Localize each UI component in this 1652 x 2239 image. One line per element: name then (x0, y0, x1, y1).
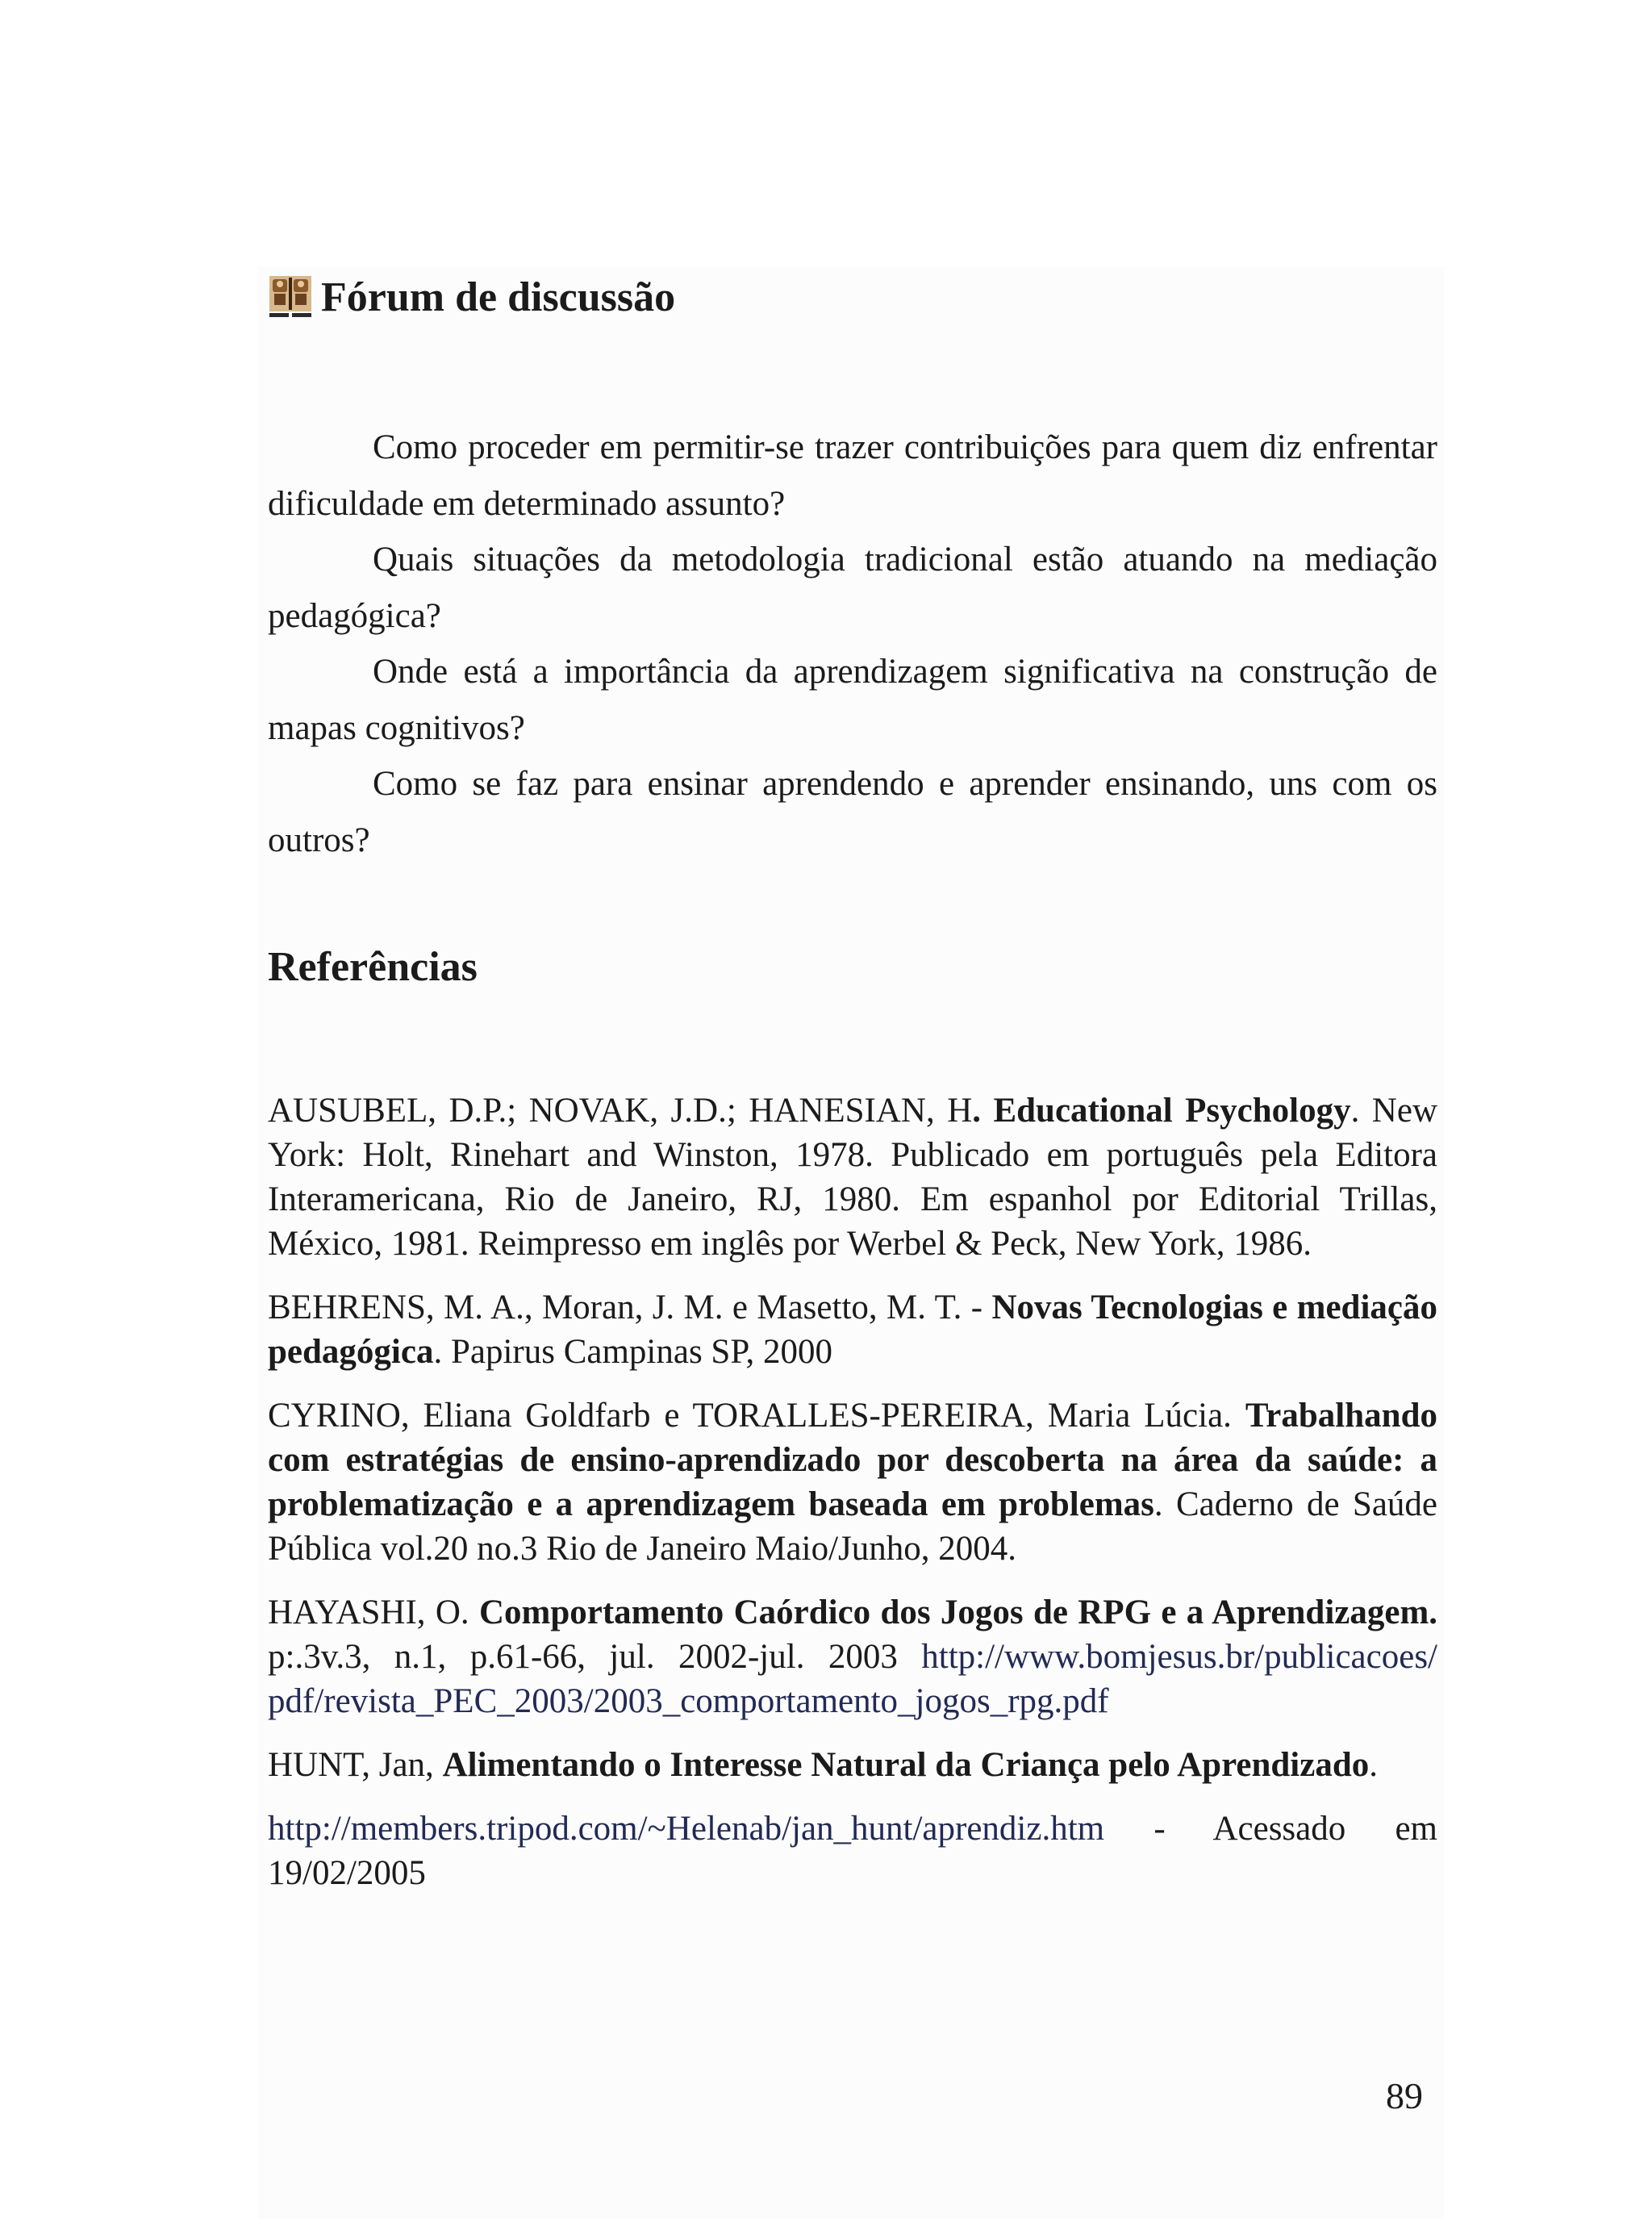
reference-title: Comportamento Caórdico dos Jogos de RPG e a Aprendizagem. (478, 1594, 1438, 1631)
forum-discussion-icon (268, 273, 313, 323)
forum-questions (268, 420, 1437, 868)
reference-title: Trabalhando com estratégias de ensino-aprendizado por descoberta na área da saúde: a problematização e a aprendizagem baseada em problemas (268, 1397, 1437, 1523)
reference-item (268, 1743, 1437, 1787)
forum-question: Como proceder em permitir-se trazer contribuições para quem diz enfrentar dificuldade em determinado assunto? (268, 428, 1437, 523)
reference-text: BEHRENS, M. A., Moran, J. M. e Masetto, M. T. - (268, 1289, 992, 1326)
forum-heading (268, 273, 675, 323)
reference-item (268, 1393, 1437, 1571)
reference-text: . Papirus Campinas SP, 2000 (433, 1333, 832, 1371)
reference-text: HAYASHI, O. (268, 1594, 479, 1631)
forum-title: Fórum de discussão (321, 274, 676, 320)
references-list (268, 1088, 1437, 1915)
reference-link[interactable]: http://members.tripod.com/~Helenab/jan_hunt/aprendiz.htm (268, 1810, 1105, 1848)
reference-text: . New York: Holt, Rinehart and Winston, 1978. Publicado em português pela Editora Interamericana, Rio de Janeiro, RJ, 1980. Em espanhol por Editorial Trillas, México, 1981. Reimpresso em inglês por Werbel & Peck, New York, 1986. (268, 1092, 1437, 1263)
reference-item (268, 1807, 1437, 1895)
reference-text: . (1369, 1746, 1379, 1784)
reference-title: . Educational Psychology (972, 1092, 1351, 1130)
forum-question: Onde está a importância da aprendizagem significativa na construção de mapas cognitivos? (268, 653, 1437, 747)
reference-title: Novas Tecnologias e mediação pedagógica (268, 1289, 1437, 1371)
reference-text: . Caderno de Saúde Pública vol.20 no.3 Rio de Janeiro Maio/Junho, 2004. (268, 1485, 1437, 1568)
reference-text: - Acessado em 19/02/2005 (268, 1810, 1437, 1892)
reference-item (268, 1088, 1437, 1266)
reference-text: HUNT, Jan, (268, 1746, 443, 1784)
reference-text: p:.3v.3, n.1, p.61-66, jul. 2002-jul. 2003 (268, 1638, 922, 1676)
page-number: 89 (1386, 2075, 1423, 2116)
references-title: Referências (268, 944, 478, 990)
forum-question: Como se faz para ensinar aprendendo e aprender ensinando, uns com os outros? (268, 765, 1437, 859)
reference-title: Alimentando o Interesse Natural da Criança pelo Aprendizado (442, 1746, 1370, 1784)
reference-link[interactable]: http://www.bomjesus.br/publicacoes/ pdf/revista_PEC_2003/2003_comportamento_jogos_rpg.pdf (268, 1638, 1437, 1720)
reference-item (268, 1285, 1437, 1374)
reference-item (268, 1590, 1437, 1723)
reference-text: CYRINO, Eliana Goldfarb e TORALLES-PEREIRA, Maria Lúcia. (268, 1397, 1245, 1435)
forum-question: Quais situações da metodologia tradicional estão atuando na mediação pedagógica? (268, 541, 1437, 635)
reference-text: AUSUBEL, D.P.; NOVAK, J.D.; HANESIAN, H (268, 1092, 973, 1130)
